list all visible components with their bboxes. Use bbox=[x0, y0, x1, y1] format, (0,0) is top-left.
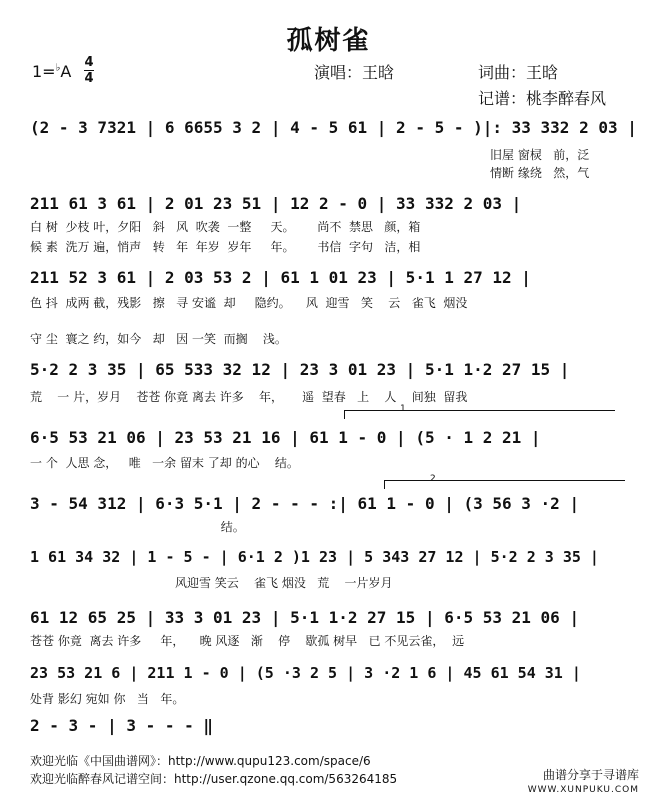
volta-bracket-1 bbox=[344, 410, 615, 419]
lyric-row-8: 苍苍 你竟 离去 许多 年， 晚 风逐 渐 停 歇孤 树早 已 不见云雀， 远 bbox=[30, 634, 465, 648]
score-row-4: 5·2 2 3 35 | 65 533 32 12 | 23 3 01 23 | 5·1 1·2 27 15 | bbox=[30, 360, 570, 379]
score-row-3: 211 52 3 61 | 2 03 53 2 | 61 1 01 23 | 5·1 1 27 12 | bbox=[30, 268, 531, 287]
singer-credit: 演唱：王晗 bbox=[314, 63, 395, 82]
score-row-1: (2 - 3 7321 | 6 6655 3 2 | 4 - 5 61 | 2 - 5 - )|: 33 332 2 03 | bbox=[30, 118, 637, 137]
footer-brand-url: WWW.XUNPUKU.COM bbox=[527, 785, 639, 795]
score-row-6: 3 - 54 312 | 6·3 5·1 | 2 - - - :| 61 1 - 0 | (3 56 3 ·2 | bbox=[30, 494, 580, 513]
footer-link-qupu: 欢迎光临《中国曲谱网》：http://www.qupu123.com/space/6 bbox=[30, 754, 371, 768]
score-row-5: 6·5 53 21 06 | 23 53 21 16 | 61 1 - 0 | (5 · 1 2 21 | bbox=[30, 428, 541, 447]
meter-top: 4 bbox=[84, 55, 94, 70]
meter-bottom: 4 bbox=[84, 71, 94, 86]
page-title: 孤树雀 bbox=[286, 26, 371, 56]
score-row-2: 211 61 3 61 | 2 01 23 51 | 12 2 - 0 | 33 332 2 03 | bbox=[30, 194, 522, 213]
composer-credit: 词曲：王晗 bbox=[478, 63, 559, 82]
lyric-row-3-verse-2: 守 尘 寰之 约，如今 却 因 一笑 而搁 浅。 bbox=[30, 332, 287, 346]
volta-number-1: 1 bbox=[400, 404, 406, 414]
key-prefix: 1= bbox=[32, 62, 56, 81]
lyric-row-3-verse-1: 色 抖 成两 截，残影 擦 寻 安谧 却 隐约。 风 迎雪 笑 云 雀飞 烟没 bbox=[30, 296, 468, 310]
score-row-8: 61 12 65 25 | 33 3 01 23 | 5·1 1·2 27 15 | 6·5 53 21 06 | bbox=[30, 608, 580, 627]
lyric-row-6: 结。 bbox=[30, 520, 245, 534]
lyric-row-5: 一 个 人思 念， 唯 一余 留末 了却 的心 结。 bbox=[30, 456, 299, 470]
score-row-9: 23 53 21 6 | 211 1 - 0 | (5 ·3 2 5 | 3 ·2 1 6 | 45 61 54 31 | bbox=[30, 664, 581, 682]
footer-link-qzone: 欢迎光临醉春风记谱空间：http://user.qzone.qq.com/563264185 bbox=[30, 772, 398, 786]
lyric-row-1-verse-1: 旧屋 窗棂 前，泛 bbox=[490, 148, 590, 162]
lyric-row-9: 处背 影幻 宛如 你 当 年。 bbox=[30, 692, 185, 706]
key-flat: ♭ bbox=[55, 62, 61, 74]
lyric-row-4: 荒 一 片，岁月 苍苍 你竟 离去 许多 年， 遥 望春 上 人 间独 留我 bbox=[30, 390, 468, 404]
lyric-row-7: 风迎雪 笑云 雀飞 烟没 荒 一片岁月 bbox=[30, 576, 393, 590]
volta-bracket-2 bbox=[384, 480, 625, 489]
footer-brand-text: 曲谱分享于寻谱库 bbox=[542, 768, 639, 782]
lyric-row-1-verse-2: 情断 缘绕 然，气 bbox=[490, 166, 590, 180]
footer-brand bbox=[528, 766, 639, 795]
time-signature bbox=[84, 56, 94, 85]
lyric-row-2-verse-1: 白 树 少枝 叶，夕阳 斜 风 吹袭 一整 天。 尚不 禁思 颜，箱 bbox=[30, 220, 421, 234]
key-letter: A bbox=[60, 62, 72, 81]
key-signature bbox=[32, 62, 71, 81]
transcriber-credit: 记谱：桃李醉春风 bbox=[478, 89, 607, 108]
score-row-10: 2 - 3 - | 3 - - - ‖ bbox=[30, 716, 214, 735]
volta-number-2: 2 bbox=[430, 474, 436, 484]
lyric-row-2-verse-2: 候 素 洗万 遍，悄声 转 年 年岁 岁年 年。 书信 字句 洁，相 bbox=[30, 240, 421, 254]
score-row-7: 1 61 34 32 | 1 - 5 - | 6·1 2 )1 23 | 5 343 27 12 | 5·2 2 3 35 | bbox=[30, 548, 599, 566]
